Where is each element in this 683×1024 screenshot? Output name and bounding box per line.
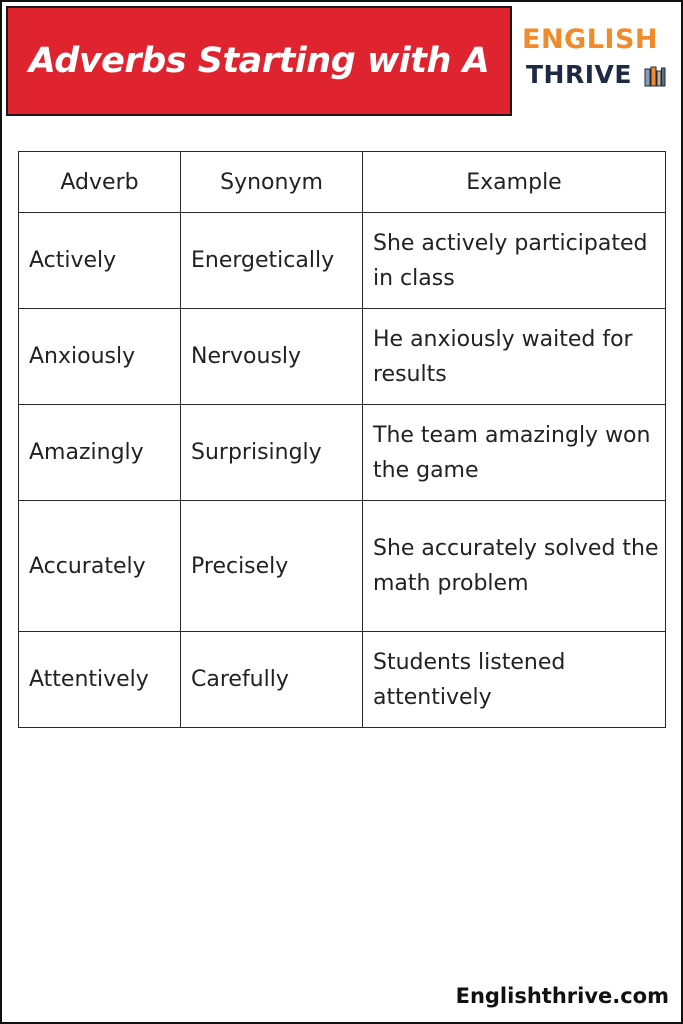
brand-logo <box>522 24 672 98</box>
title-banner <box>6 6 512 116</box>
adverb-cell: Amazingly <box>19 405 181 501</box>
adverbs-table <box>18 151 666 728</box>
adverb-cell: Actively <box>19 213 181 309</box>
example-cell: Students listened attentively <box>363 632 666 728</box>
logo-text-thrive: THRIVE <box>526 60 632 89</box>
synonym-cell: Surprisingly <box>181 405 363 501</box>
header-synonym: Synonym <box>181 152 363 213</box>
table-row <box>19 501 666 632</box>
example-cell: She actively participated in class <box>363 213 666 309</box>
adverb-cell: Accurately <box>19 501 181 632</box>
header-adverb: Adverb <box>19 152 181 213</box>
adverb-cell: Attentively <box>19 632 181 728</box>
synonym-cell: Precisely <box>181 501 363 632</box>
site-url: Englishthrive.com <box>455 984 669 1008</box>
table-row <box>19 213 666 309</box>
logo-text-english: ENGLISH <box>522 24 658 55</box>
books-icon <box>644 65 666 87</box>
table-row <box>19 309 666 405</box>
example-cell: She accurately solved the math problem <box>363 501 666 632</box>
synonym-cell: Nervously <box>181 309 363 405</box>
synonym-cell: Energetically <box>181 213 363 309</box>
header-example: Example <box>363 152 666 213</box>
table-header-row <box>19 152 666 213</box>
page-title: Adverbs Starting with A <box>28 41 490 81</box>
example-cell: The team amazingly won the game <box>363 405 666 501</box>
example-cell: He anxiously waited for results <box>363 309 666 405</box>
adverb-cell: Anxiously <box>19 309 181 405</box>
synonym-cell: Carefully <box>181 632 363 728</box>
table-row <box>19 405 666 501</box>
table-row <box>19 632 666 728</box>
